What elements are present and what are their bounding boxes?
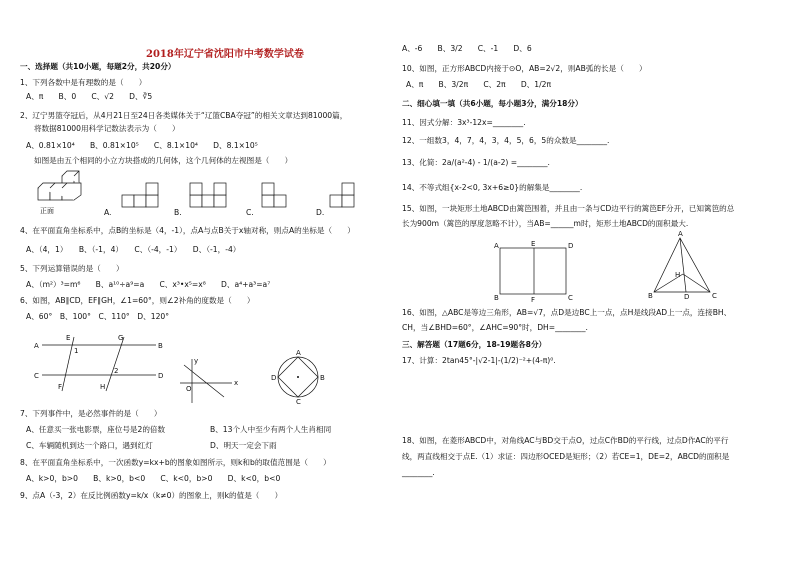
question-17: 17、计算：2tan45°-|√2-1|-(1/2)⁻²+(4-π)⁰. <box>402 356 556 365</box>
svg-text:G: G <box>118 334 124 342</box>
question-18-line2: 线，两直线相交于点E.（1）求证：四边形OCED是矩形；（2）若CE=1，DE=2，ABCD的面积是 <box>402 452 730 461</box>
svg-text:B: B <box>494 294 499 302</box>
svg-text:A: A <box>678 230 683 238</box>
question-4-options: A、（4，1） B、（-1，4） C、（-4，-1） D、（-1，-4） <box>26 245 241 254</box>
q7-option-b: B、13个人中至少有两个人生肖相同 <box>210 425 332 434</box>
svg-text:A: A <box>34 342 39 350</box>
q16-triangle-figure <box>648 232 728 300</box>
question-14: 14、不等式组{x-2<0, 3x+6≥0}的解集是________. <box>402 183 583 192</box>
svg-text:B: B <box>158 342 163 350</box>
svg-text:1: 1 <box>74 347 79 355</box>
q7-option-a: A、任意买一张电影票，座位号是2的倍数 <box>26 425 166 434</box>
section-2-heading: 二、细心填一填（共6小题，每小题3分，满分18分） <box>402 99 583 108</box>
q6-parallel-lines-figure <box>34 335 164 395</box>
q7-option-c: C、车辆随机到达一个路口，遇到红灯 <box>26 441 153 450</box>
svg-text:B: B <box>320 374 325 382</box>
svg-text:x: x <box>234 379 239 387</box>
q3-solid-figure <box>36 168 96 216</box>
q3-option-d-figure <box>328 183 358 213</box>
question-8: 8、在平面直角坐标系中，一次函数y=kx+b的图象如图所示，则k和b的取值范围是（ ） <box>20 458 331 467</box>
question-6-options: A、60° B、100° C、110° D、120° <box>26 312 170 321</box>
page-title: 2018年辽宁省沈阳市中考数学试卷 <box>146 49 304 60</box>
svg-text:H: H <box>675 271 681 279</box>
question-5-options: A、（m²）³=m⁶ B、a¹⁰÷a⁹=a C、x³•x⁵=x⁸ D、a⁴+a³=a⁷ <box>26 280 271 289</box>
question-2-line2: 将数据81000用科学记数法表示为（ ） <box>34 124 180 133</box>
question-9-options: A、-6 B、3/2 C、-1 D、6 <box>402 44 532 53</box>
svg-text:E: E <box>66 334 71 342</box>
svg-text:D: D <box>568 242 574 250</box>
question-9: 9、点A（-3，2）在反比例函数y=k/x（k≠0）的图象上，则k的值是（ ） <box>20 491 283 500</box>
question-11: 11、因式分解：3x³-12x=________. <box>402 118 526 127</box>
question-15-line2: 长为900m（篱笆的厚度忽略不计），当AB=______m时，矩形土地ABCD的面积最大. <box>402 219 689 228</box>
svg-text:C: C <box>568 294 573 302</box>
section-1-heading: 一、选择题（共10小题，每题2分，共20分） <box>20 62 176 71</box>
question-1-options: A、π B、0 C、√2 D、∛5 <box>26 92 153 101</box>
question-18-line1: 18、如图，在菱形ABCD中，对角线AC与BD交于点O，过点C作BD的平行线，过点D作AC的平行 <box>402 436 729 445</box>
svg-text:O: O <box>186 385 192 393</box>
section-3-heading: 三、解答题（17题6分，18-19题各8分） <box>402 340 547 349</box>
svg-text:D: D <box>684 293 690 301</box>
question-18-line3: ________. <box>402 468 435 477</box>
svg-text:y: y <box>194 357 199 365</box>
svg-text:A: A <box>494 242 499 250</box>
question-15-line1: 15、如图，一块矩形土地ABCD由篱笆围着，并且由一条与CD边平行的篱笆EF分开，已知篱笆的总 <box>402 204 735 213</box>
svg-text:A: A <box>296 349 301 357</box>
question-7: 7、下列事件中，是必然事件的是（ ） <box>20 409 162 418</box>
q3-option-a: A. <box>104 208 112 217</box>
svg-text:D: D <box>271 374 277 382</box>
question-10: 10、如图，正方形ABCD内接于⊙O，AB=2√2，则AB弧的长是（ ） <box>402 64 647 73</box>
q15-rectangle-figure <box>494 240 574 302</box>
q3-option-a-figure <box>120 183 160 213</box>
svg-text:F: F <box>531 296 536 304</box>
svg-text:E: E <box>531 240 536 248</box>
question-5: 5、下列运算错误的是（ ） <box>20 264 124 273</box>
question-3: 如图是由五个相同的小立方块搭成的几何体，这个几何体的左视图是（ ） <box>34 156 293 165</box>
question-10-options: A、π B、3/2π C、2π D、1/2π <box>406 80 552 89</box>
svg-text:C: C <box>34 372 39 380</box>
question-4: 4、在平面直角坐标系中，点B的坐标是（4，-1），点A与点B关于x轴对称，则点A的坐标是（ ） <box>20 226 355 235</box>
q3-front-label: 正面 <box>40 207 54 215</box>
question-13: 13、化简：2a/(a²-4) - 1/(a-2) =________. <box>402 158 550 167</box>
q3-option-b: B. <box>174 208 182 217</box>
q3-option-c-figure <box>260 183 290 213</box>
question-12: 12、一组数3，4，7，4，3，4，5，6，5的众数是________. <box>402 136 610 145</box>
svg-text:B: B <box>648 292 653 300</box>
q3-option-c: C. <box>246 208 254 217</box>
question-16-line1: 16、如图，△ABC是等边三角形，AB=√7，点D是边BC上一点，点H是线段AD上一点，连接BH、 <box>402 308 732 317</box>
q10-circle-square-figure <box>270 350 326 404</box>
svg-text:C: C <box>712 292 717 300</box>
question-6: 6、如图，AB∥CD，EF∥GH，∠1=60°，则∠2补角的度数是（ ） <box>20 296 255 305</box>
question-2-options: A、0.81×10⁴ B、0.81×10⁵ C、8.1×10⁴ D、8.1×10⁵ <box>26 141 258 150</box>
question-2-line1: 2、辽宁男篮夺冠后，从4月21日至24日各类媒体关于“辽篮CBA夺冠”的相关文章达到81000篇， <box>20 111 348 120</box>
question-1: 1、下列各数中是有理数的是（ ） <box>20 78 147 87</box>
q7-option-d: D、明天一定会下雨 <box>210 441 277 450</box>
q8-linear-graph-figure <box>178 357 239 405</box>
svg-text:D: D <box>158 372 164 380</box>
question-8-options: A、k>0，b>0 B、k>0，b<0 C、k<0，b>0 D、k<0，b<0 <box>26 474 281 483</box>
svg-text:H: H <box>100 383 106 391</box>
svg-text:C: C <box>296 398 301 406</box>
svg-text:F: F <box>58 383 63 391</box>
q3-option-d: D. <box>316 208 325 217</box>
question-16-line2: CH，当∠BHD=60°，∠AHC=90°时，DH=________. <box>402 323 588 332</box>
q3-option-b-figure <box>188 183 228 213</box>
svg-text:2: 2 <box>114 367 119 375</box>
